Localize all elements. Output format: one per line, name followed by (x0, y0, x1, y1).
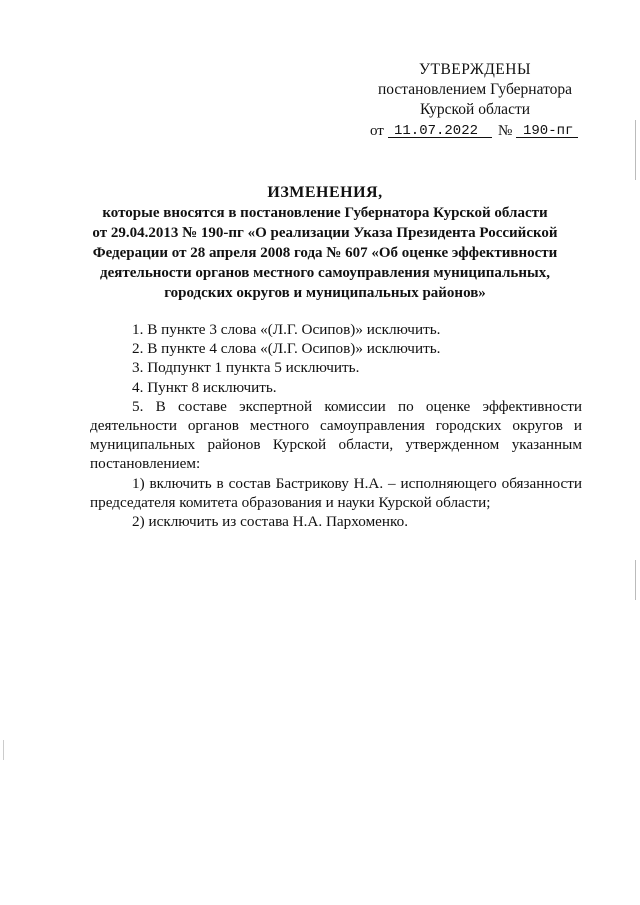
title-line-4: деятельности органов местного самоуправления муниципальных, (100, 265, 550, 281)
title-line-3: Федерации от 28 апреля 2008 года № 607 «Об оценке эффективности (92, 245, 558, 261)
item-5-sub-2: 2) исключить из состава Н.А. Пархоменко. (132, 513, 409, 531)
item-5: 5. В составе экспертной комиссии по оценке эффективности деятельности органов местного самоуправления городских округов и муниципальных районов Курской области, утвержденном указанным постановлением: (90, 397, 582, 473)
item-5-sub-1: 1) включить в состав Бастрикову Н.А. – исполняющего обязанности председателя комитета образования и науки Курской области; (90, 474, 582, 511)
document-title (70, 183, 580, 303)
document-body (90, 320, 582, 531)
scan-edge-mark (635, 120, 636, 180)
title-line-5: городских округов и муниципальных районов» (164, 285, 486, 301)
approval-block (360, 60, 590, 141)
title-heading: ИЗМЕНЕНИЯ, (267, 184, 383, 201)
date-value: 11.07.2022 (394, 123, 479, 139)
approval-date-number-line (360, 121, 590, 141)
date-prefix: от (370, 123, 384, 139)
number-prefix: № (498, 123, 513, 139)
item-1: 1. В пункте 3 слова «(Л.Г. Осипов)» исключить. (132, 321, 441, 338)
approval-authority-line-1: постановлением Губернатора (377, 81, 573, 98)
item-4: 4. Пункт 8 исключить. (132, 378, 277, 396)
number-value: 190-пг (523, 123, 574, 139)
scan-edge-mark (635, 560, 636, 600)
approval-authority-line-2: Курской области (419, 101, 531, 118)
title-line-2: от 29.04.2013 № 190-пг «О реализации Указа Президента Российской (92, 225, 558, 241)
title-line-1: которые вносятся в постановление Губернатора Курской области (102, 205, 548, 221)
item-3: 3. Подпункт 1 пункта 5 исключить. (132, 359, 360, 377)
item-2: 2. В пункте 4 слова «(Л.Г. Осипов)» исключить. (132, 340, 441, 358)
scan-edge-mark (3, 740, 4, 760)
approval-heading: УТВЕРЖДЕНЫ (419, 61, 531, 78)
